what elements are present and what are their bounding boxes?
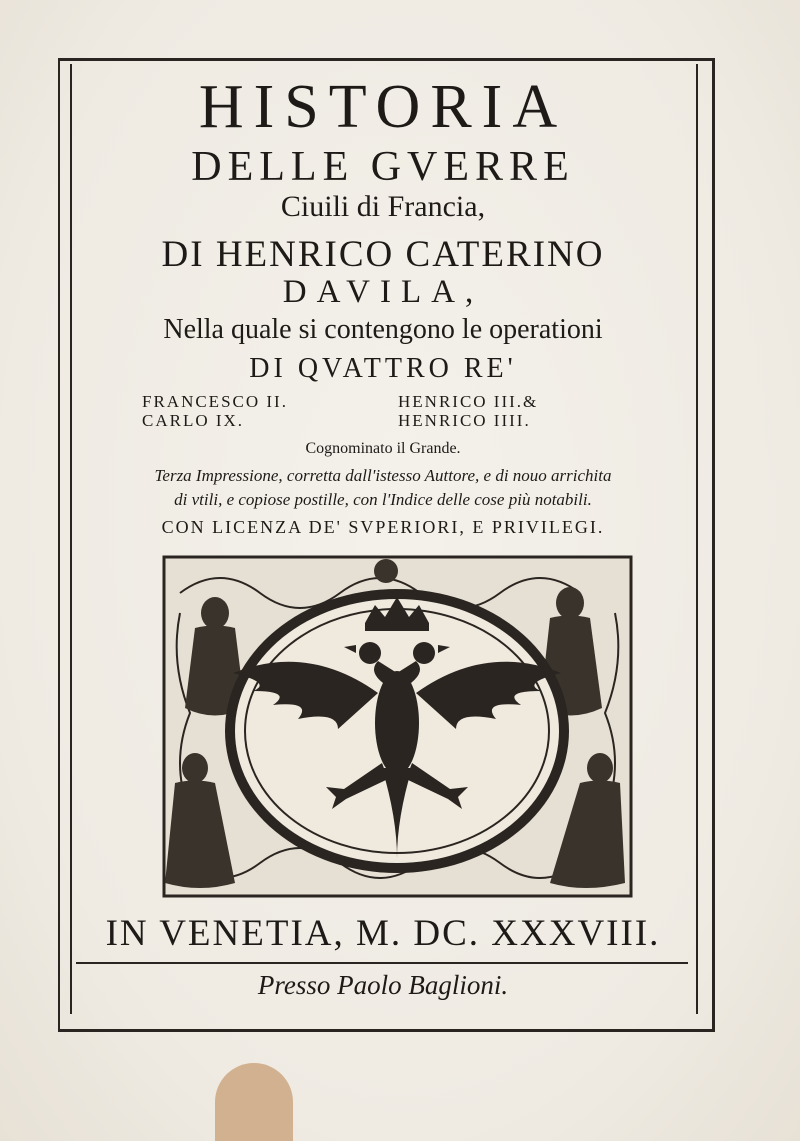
king-henrico-iii: HENRICO III.& xyxy=(398,392,539,411)
title-subline: DELLE GVERRE xyxy=(191,144,575,190)
author-name: DI HENRICO CATERINO xyxy=(161,234,605,275)
description-line: Nella quale si contengono le operationi xyxy=(163,314,603,345)
king-francesco: FRANCESCO II. xyxy=(142,392,288,411)
edition-note-line-1: Terza Impressione, corretta dall'istesso Auttore, e di nouo arrichita xyxy=(154,466,612,485)
license-line: CON LICENZA DE' SVPERIORI, E PRIVILEGI. xyxy=(161,517,605,537)
four-kings-heading: DI QVATTRO RE' xyxy=(249,353,517,384)
author-surname: DAVILA, xyxy=(282,274,484,310)
imprint-divider xyxy=(76,962,688,964)
publisher-line: Presso Paolo Baglioni. xyxy=(257,970,509,1000)
king-carlo: CARLO IX. xyxy=(142,411,245,430)
wax-stain xyxy=(215,1063,293,1141)
edition-note-line-2: di vtili, e copiose postille, con l'Indice delle cose più notabili. xyxy=(174,490,592,509)
title-subline-ciuili: Ciuili di Francia, xyxy=(280,190,486,223)
king-henrico-iiii: HENRICO IIII. xyxy=(398,411,531,430)
epithet-line: Cognominato il Grande. xyxy=(305,440,461,457)
imprint-place-date: IN VENETIA, M. DC. XXXVIII. xyxy=(105,913,661,954)
printers-device-woodcut xyxy=(160,553,635,900)
main-title: HISTORIA xyxy=(198,73,568,141)
